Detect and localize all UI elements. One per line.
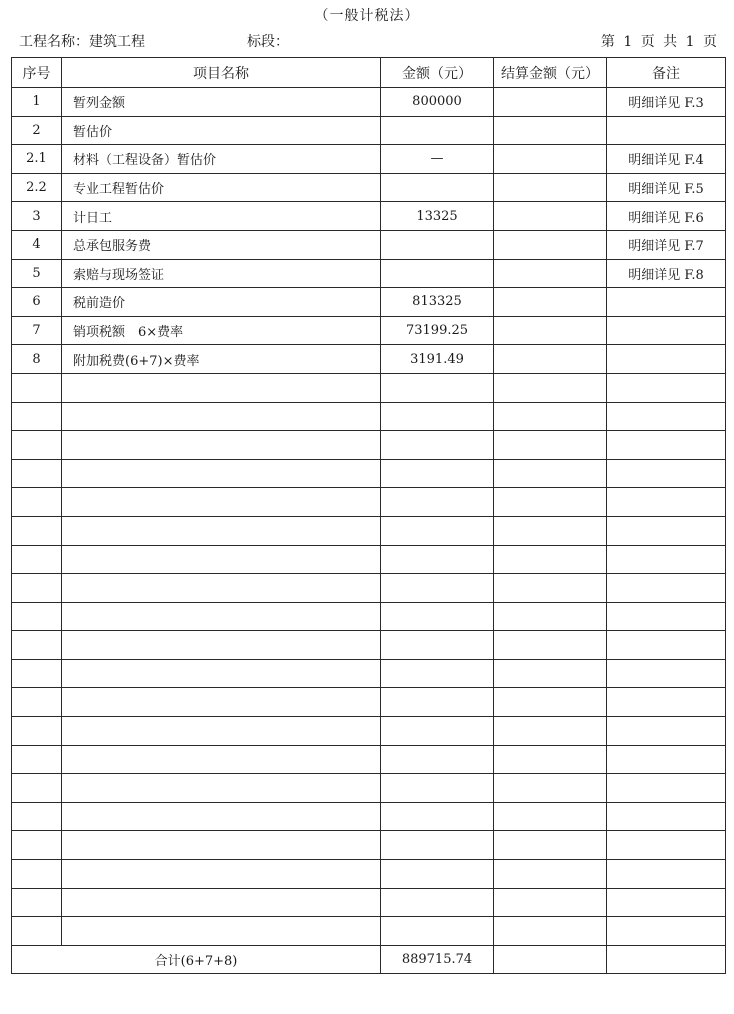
column-header-settlement: 结算金额（元） xyxy=(494,58,607,88)
cell-settlement xyxy=(494,688,607,717)
cell-settlement xyxy=(494,545,607,574)
cell-settlement xyxy=(494,888,607,917)
table-row xyxy=(12,831,726,860)
cell-item-name xyxy=(62,459,381,488)
cell-seq xyxy=(12,602,62,631)
table-row xyxy=(12,574,726,603)
cell-settlement xyxy=(494,88,607,117)
cell-item-name: 销项税额 6×费率 xyxy=(62,316,381,345)
cell-item-name xyxy=(62,431,381,460)
cell-amount xyxy=(381,373,494,402)
cell-note xyxy=(607,316,726,345)
cell-settlement xyxy=(494,116,607,145)
column-header-note: 备注 xyxy=(607,58,726,88)
cell-item-name: 暂列金额 xyxy=(62,88,381,117)
cell-note: 明细详见 F.5 xyxy=(607,173,726,202)
cell-seq: 2.2 xyxy=(12,173,62,202)
cell-seq: 6 xyxy=(12,288,62,317)
cell-amount xyxy=(381,774,494,803)
table-row xyxy=(12,373,726,402)
cell-note xyxy=(607,631,726,660)
cell-seq xyxy=(12,888,62,917)
cell-note xyxy=(607,602,726,631)
cell-amount xyxy=(381,688,494,717)
cell-amount: 73199.25 xyxy=(381,316,494,345)
cell-seq xyxy=(12,831,62,860)
cell-seq xyxy=(12,917,62,946)
cell-item-name xyxy=(62,516,381,545)
cell-settlement xyxy=(494,145,607,174)
cell-item-name xyxy=(62,802,381,831)
cell-settlement xyxy=(494,316,607,345)
cell-seq xyxy=(12,574,62,603)
cell-note xyxy=(607,802,726,831)
column-header-seq: 序号 xyxy=(12,58,62,88)
table-row xyxy=(12,602,726,631)
cell-seq xyxy=(12,488,62,517)
cell-settlement xyxy=(494,631,607,660)
cell-amount xyxy=(381,402,494,431)
cell-amount xyxy=(381,173,494,202)
cell-settlement xyxy=(494,516,607,545)
cell-seq: 2.1 xyxy=(12,145,62,174)
cell-item-name xyxy=(62,831,381,860)
cell-item-name xyxy=(62,717,381,746)
table-row xyxy=(12,659,726,688)
cell-note xyxy=(607,745,726,774)
cell-seq: 5 xyxy=(12,259,62,288)
cell-note xyxy=(607,459,726,488)
cell-settlement xyxy=(494,774,607,803)
cell-amount xyxy=(381,116,494,145)
cell-note xyxy=(607,717,726,746)
cell-amount xyxy=(381,602,494,631)
cell-seq: 8 xyxy=(12,345,62,374)
cell-note: 明细详见 F.3 xyxy=(607,88,726,117)
cell-amount: 13325 xyxy=(381,202,494,231)
table-row xyxy=(12,888,726,917)
cell-settlement xyxy=(494,917,607,946)
cell-settlement xyxy=(494,288,607,317)
cell-amount: 3191.49 xyxy=(381,345,494,374)
cell-note xyxy=(607,431,726,460)
cell-item-name xyxy=(62,574,381,603)
cell-seq: 1 xyxy=(12,88,62,117)
cell-item-name xyxy=(62,602,381,631)
cell-seq xyxy=(12,545,62,574)
cell-amount xyxy=(381,431,494,460)
cell-settlement xyxy=(494,602,607,631)
section-label: 标段： xyxy=(247,34,289,50)
cell-seq xyxy=(12,516,62,545)
cell-amount xyxy=(381,488,494,517)
cell-settlement xyxy=(494,717,607,746)
cell-amount: 813325 xyxy=(381,288,494,317)
cell-amount xyxy=(381,574,494,603)
table-row xyxy=(12,116,726,145)
table-row xyxy=(12,860,726,889)
table-row xyxy=(12,545,726,574)
cell-settlement xyxy=(494,488,607,517)
cell-settlement xyxy=(494,230,607,259)
cell-seq xyxy=(12,774,62,803)
table-row xyxy=(12,259,726,288)
page-info: 第 1 页 共 1 页 xyxy=(600,34,717,50)
total-note xyxy=(607,945,726,974)
cell-amount xyxy=(381,888,494,917)
cell-note: 明细详见 F.7 xyxy=(607,230,726,259)
cell-amount xyxy=(381,259,494,288)
column-header-amount: 金额（元） xyxy=(381,58,494,88)
cell-note xyxy=(607,116,726,145)
cell-item-name: 总承包服务费 xyxy=(62,230,381,259)
cell-note xyxy=(607,774,726,803)
cell-seq xyxy=(12,802,62,831)
cell-amount xyxy=(381,659,494,688)
cell-seq: 7 xyxy=(12,316,62,345)
cell-item-name: 暂估价 xyxy=(62,116,381,145)
cell-item-name xyxy=(62,631,381,660)
cell-settlement xyxy=(494,202,607,231)
cell-seq xyxy=(12,402,62,431)
cell-item-name: 专业工程暂估价 xyxy=(62,173,381,202)
cell-settlement xyxy=(494,860,607,889)
cell-note xyxy=(607,516,726,545)
cell-item-name xyxy=(62,373,381,402)
cell-amount xyxy=(381,717,494,746)
cell-item-name: 税前造价 xyxy=(62,288,381,317)
cell-settlement xyxy=(494,345,607,374)
cell-note xyxy=(607,488,726,517)
cell-note xyxy=(607,402,726,431)
cell-amount xyxy=(381,545,494,574)
cell-settlement xyxy=(494,574,607,603)
table-row xyxy=(12,488,726,517)
cell-amount xyxy=(381,831,494,860)
cell-item-name xyxy=(62,917,381,946)
cell-note: 明细详见 F.8 xyxy=(607,259,726,288)
table-row xyxy=(12,288,726,317)
table-row xyxy=(12,802,726,831)
cell-note xyxy=(607,831,726,860)
table-row xyxy=(12,88,726,117)
cell-item-name: 计日工 xyxy=(62,202,381,231)
column-header-item-name: 项目名称 xyxy=(62,58,381,88)
cell-seq: 2 xyxy=(12,116,62,145)
table-row xyxy=(12,917,726,946)
table-row xyxy=(12,230,726,259)
cell-note xyxy=(607,860,726,889)
cell-seq xyxy=(12,860,62,889)
cell-seq xyxy=(12,688,62,717)
cell-settlement xyxy=(494,831,607,860)
cell-seq xyxy=(12,373,62,402)
table-header-row xyxy=(12,58,726,88)
cell-seq xyxy=(12,431,62,460)
cell-item-name xyxy=(62,745,381,774)
cell-item-name xyxy=(62,488,381,517)
cell-settlement xyxy=(494,431,607,460)
cell-seq xyxy=(12,659,62,688)
cell-item-name xyxy=(62,888,381,917)
cell-settlement xyxy=(494,373,607,402)
table-row xyxy=(12,774,726,803)
cell-note xyxy=(607,574,726,603)
table-row xyxy=(12,316,726,345)
cell-note xyxy=(607,688,726,717)
cell-amount xyxy=(381,459,494,488)
table-row xyxy=(12,688,726,717)
cell-amount: 800000 xyxy=(381,88,494,117)
cell-item-name: 附加税费(6+7)×费率 xyxy=(62,345,381,374)
cell-settlement xyxy=(494,173,607,202)
cell-amount xyxy=(381,802,494,831)
cell-note: 明细详见 F.6 xyxy=(607,202,726,231)
cell-settlement xyxy=(494,745,607,774)
table-row xyxy=(12,516,726,545)
cell-seq: 3 xyxy=(12,202,62,231)
cell-item-name xyxy=(62,545,381,574)
summary-table xyxy=(11,57,726,974)
cell-note xyxy=(607,545,726,574)
cell-amount xyxy=(381,516,494,545)
cell-amount: — xyxy=(381,145,494,174)
cell-settlement xyxy=(494,402,607,431)
cell-seq xyxy=(12,459,62,488)
table-row xyxy=(12,631,726,660)
cell-note xyxy=(607,917,726,946)
cell-note: 明细详见 F.4 xyxy=(607,145,726,174)
table-row xyxy=(12,202,726,231)
cell-note xyxy=(607,659,726,688)
total-row xyxy=(12,945,726,974)
cell-amount xyxy=(381,230,494,259)
cell-amount xyxy=(381,860,494,889)
table-row xyxy=(12,402,726,431)
cell-seq xyxy=(12,717,62,746)
table-body xyxy=(12,88,726,946)
document-subtitle: （一般计税法） xyxy=(314,8,420,24)
table-row xyxy=(12,145,726,174)
total-label: 合计(6+7+8) xyxy=(12,945,381,974)
cell-note xyxy=(607,373,726,402)
cell-item-name xyxy=(62,860,381,889)
cell-amount xyxy=(381,631,494,660)
cell-amount xyxy=(381,745,494,774)
cell-settlement xyxy=(494,459,607,488)
cell-note xyxy=(607,345,726,374)
cell-item-name xyxy=(62,774,381,803)
table-row xyxy=(12,745,726,774)
cell-settlement xyxy=(494,659,607,688)
cell-item-name xyxy=(62,688,381,717)
cell-item-name: 材料（工程设备）暂估价 xyxy=(62,145,381,174)
cell-seq xyxy=(12,745,62,774)
cell-note xyxy=(607,288,726,317)
table-row xyxy=(12,431,726,460)
cell-settlement xyxy=(494,259,607,288)
cell-item-name: 索赔与现场签证 xyxy=(62,259,381,288)
cell-item-name xyxy=(62,402,381,431)
total-settlement xyxy=(494,945,607,974)
cell-settlement xyxy=(494,802,607,831)
table-row xyxy=(12,717,726,746)
project-name-label: 工程名称：建筑工程 xyxy=(19,34,145,50)
table-row xyxy=(12,459,726,488)
total-amount: 889715.74 xyxy=(381,945,494,974)
cell-seq xyxy=(12,631,62,660)
cell-item-name xyxy=(62,659,381,688)
cell-note xyxy=(607,888,726,917)
table-row xyxy=(12,345,726,374)
table-row xyxy=(12,173,726,202)
cell-amount xyxy=(381,917,494,946)
cell-seq: 4 xyxy=(12,230,62,259)
